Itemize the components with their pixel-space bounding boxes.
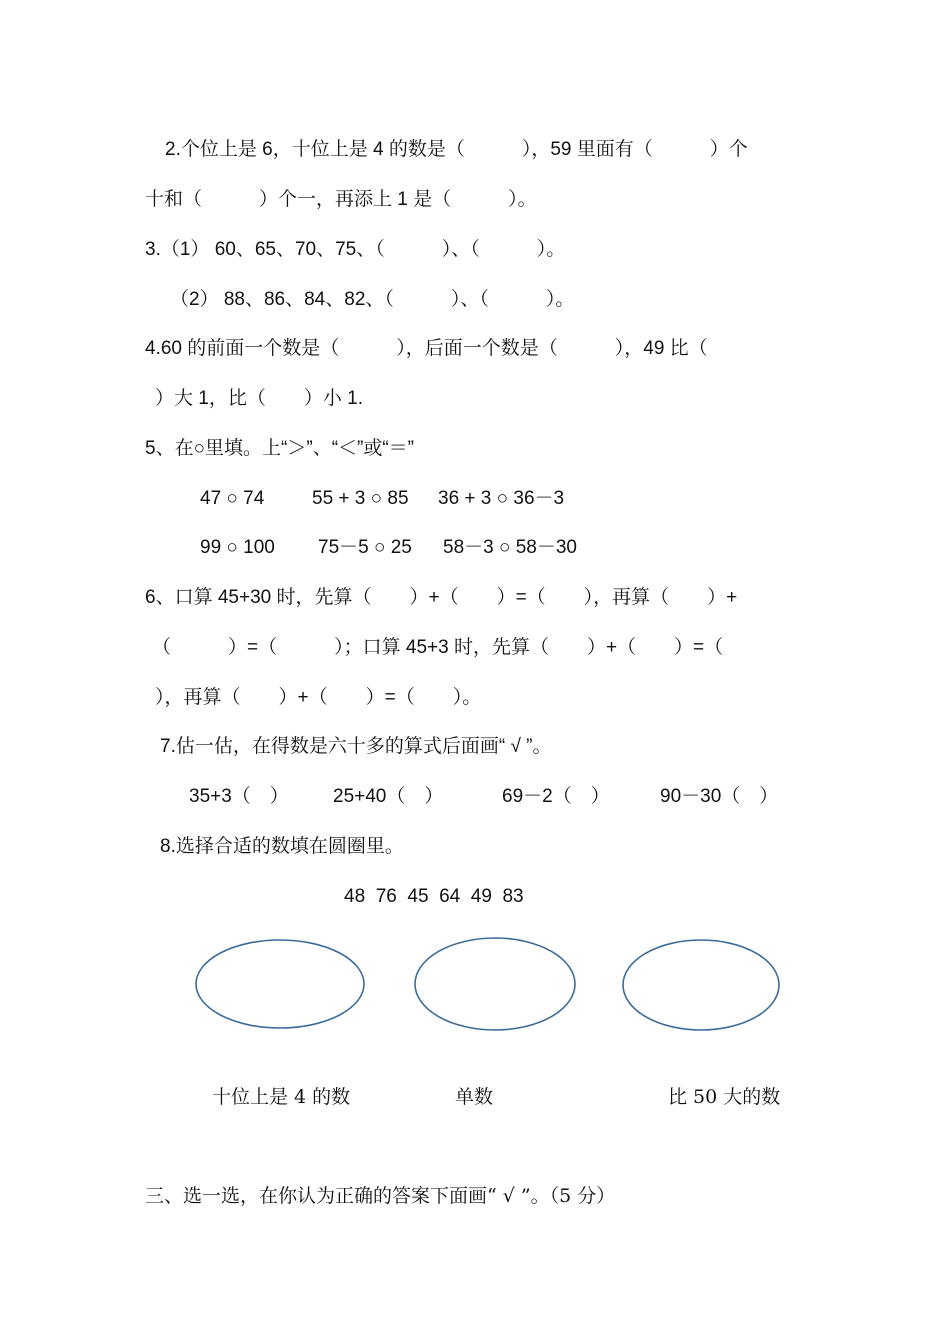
- q3-line2: （2） 88、86、84、82、（ ）、（ ）。: [170, 289, 575, 310]
- q5-title: 5、在○里填。上“＞”、“＜”或“＝”: [145, 438, 415, 459]
- q5-r2-item2: 75－5 ○ 25: [318, 537, 412, 558]
- q2-line2: 十和（ ）个一，再添上 1 是（ ）。: [145, 189, 537, 210]
- q6-line3: ），再算（ ）+（ ）=（ ）。: [155, 687, 482, 708]
- oval-tens-4[interactable]: [196, 940, 364, 1028]
- q2-line1: 2.个位上是 6，十位上是 4 的数是（ ），59 里面有（ ）个: [165, 139, 748, 160]
- q3-line1: 3.（1） 60、65、70、75、（ ）、（ ）。: [145, 239, 566, 260]
- q4-line1: 4.60 的前面一个数是（ ），后面一个数是（ ），49 比（: [145, 338, 708, 359]
- q5-r1-item2: 55 + 3 ○ 85: [312, 488, 409, 509]
- q7-item4: 90－30（ ）: [660, 786, 779, 807]
- q7-item2: 25+40（ ）: [333, 786, 444, 807]
- q5-r2-item3: 58－3 ○ 58－30: [443, 537, 578, 558]
- section3-title: 三、选一选，在你认为正确的答案下面画“ √ ”。（5 分）: [145, 1185, 616, 1207]
- q6-line2: （ ）=（ ）；口算 45+3 时，先算（ ）+（ ）=（: [152, 637, 724, 658]
- q8-label-greater-50: 比 50 大的数: [668, 1086, 781, 1108]
- q7-title: 7.估一估，在得数是六十多的算式后面画“ √ ”。: [160, 736, 552, 757]
- q6-line1: 6、口算 45+30 时，先算（ ）+（ ）=（ ），再算（ ）+: [145, 587, 738, 608]
- q5-r2-item1: 99 ○ 100: [200, 537, 275, 558]
- q8-numbers: 48 76 45 64 49 83: [344, 886, 524, 907]
- q8-label-odd: 单数: [455, 1086, 494, 1108]
- oval-greater-50[interactable]: [623, 940, 779, 1030]
- q8-title: 8.选择合适的数填在圆圈里。: [160, 836, 404, 857]
- q8-label-tens-4: 十位上是 4 的数: [212, 1086, 351, 1108]
- q7-item3: 69－2（ ）: [502, 786, 610, 807]
- q7-item1: 35+3（ ）: [189, 786, 289, 807]
- q5-r1-item1: 47 ○ 74: [200, 488, 265, 509]
- q5-r1-item3: 36 + 3 ○ 36－3: [438, 488, 565, 509]
- oval-odd[interactable]: [415, 938, 575, 1030]
- q4-line2: ）大 1，比（ ）小 1.: [155, 388, 363, 409]
